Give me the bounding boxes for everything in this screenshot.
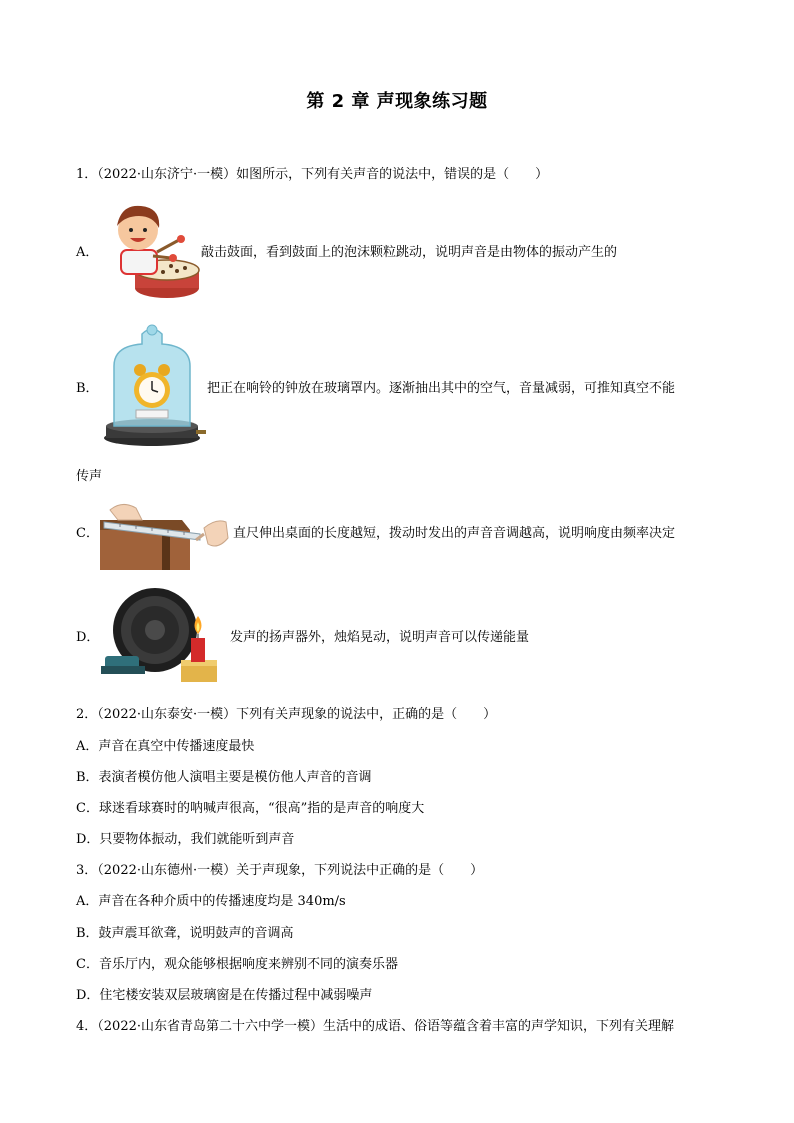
q2-option-b: B．表演者模仿他人演唱主要是模仿他人声音的音调 (76, 770, 372, 785)
q1-option-d-text: 发声的扬声器外，烛焰晃动，说明声音可以传递能量 (230, 630, 530, 645)
q3-option-a: A．声音在各种介质中的传播速度均是 340m/s (76, 894, 346, 909)
q2-option-a: A．声音在真空中传播速度最快 (76, 739, 255, 754)
page-title: 第 2 章 声现象练习题 (306, 91, 488, 112)
q3-option-c: C．音乐厅内，观众能够根据响度来辨别不同的演奏乐器 (76, 957, 398, 972)
q1-option-b-letter: B． (76, 381, 99, 396)
q1-option-c-text: 直尺伸出桌面的长度越短，拨动时发出的声音音调越高，说明响度由频率决定 (233, 526, 676, 541)
question-1-stem: 1．（2022·山东济宁·一模）如图所示，下列有关声音的说法中，错误的是（ ） (76, 167, 549, 182)
bell-jar-image (100, 322, 210, 450)
q1-option-a-letter: A． (76, 245, 99, 260)
q1-option-d-letter: D． (76, 630, 100, 645)
q1-option-b-text: 把正在响铃的钟放在玻璃罩内。逐渐抽出其中的空气，音量减弱，可推知真空不能 (207, 381, 676, 396)
q2-option-c: C．球迷看球赛时的呐喊声很高，“很高”指的是声音的响度大 (76, 801, 425, 816)
ruler-table-image (100, 498, 232, 570)
q1-option-a-text: 敲击鼓面，看到鼓面上的泡沫颗粒跳动，说明声音是由物体的振动产生的 (201, 245, 618, 260)
q2-option-d: D．只要物体振动，我们就能听到声音 (76, 832, 295, 847)
question-3-stem: 3．（2022·山东德州·一模）关于声现象，下列说法中正确的是（ ） (76, 863, 484, 878)
q3-option-b: B．鼓声震耳欲聋，说明鼓声的音调高 (76, 926, 294, 941)
question-4-stem: 4．（2022·山东省青岛第二十六中学一模）生活中的成语、俗语等蕴含着丰富的声学知识，下列有关理解 (76, 1019, 674, 1034)
q1-option-c-letter: C． (76, 526, 99, 541)
speaker-candle-image (99, 580, 223, 688)
question-2-stem: 2．（2022·山东泰安·一模）下列有关声现象的说法中，正确的是（ ） (76, 707, 497, 722)
q1-option-b-text-cont: 传声 (76, 469, 103, 484)
q3-option-d: D．住宅楼安装双层玻璃窗是在传播过程中减弱噪声 (76, 988, 373, 1003)
drum-boy-image (103, 200, 207, 302)
